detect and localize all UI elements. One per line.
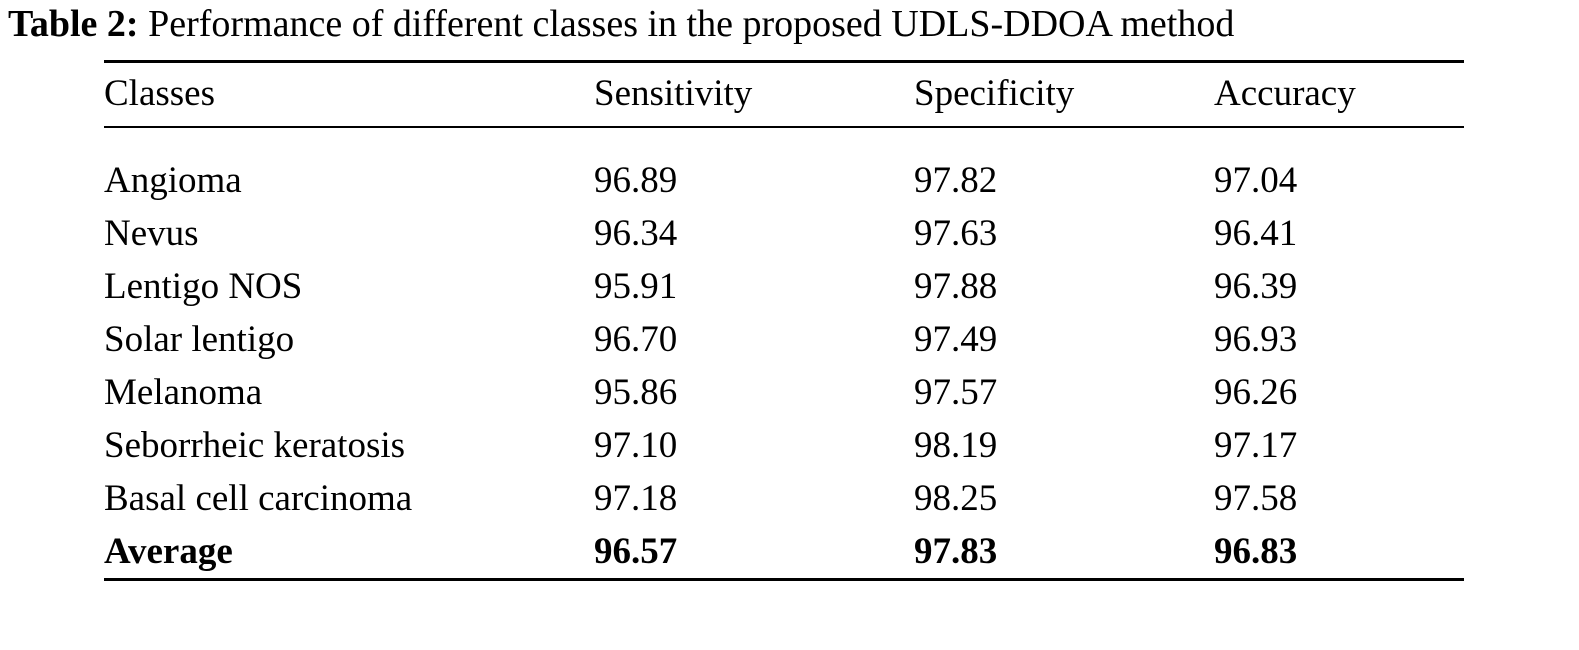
cell-class: Angioma: [104, 160, 242, 201]
table-caption: [8, 0, 1573, 48]
cell-accuracy: 97.04: [1214, 160, 1298, 201]
table-row: [104, 313, 1464, 366]
cell-specificity: 97.82: [914, 160, 998, 201]
cell-class: Melanoma: [104, 372, 263, 413]
cell-class: Seborrheic keratosis: [104, 425, 406, 466]
cell-accuracy: 97.58: [1214, 478, 1298, 519]
column-header-specificity: Specificity: [914, 73, 1075, 114]
cell-class: Average: [104, 531, 233, 572]
header-spacer: [104, 127, 1464, 154]
cell-specificity: 97.83: [914, 531, 998, 572]
column-header-sensitivity: Sensitivity: [594, 73, 753, 114]
cell-accuracy: 96.93: [1214, 319, 1298, 360]
cell-sensitivity: 96.34: [594, 213, 678, 254]
cell-sensitivity: 95.86: [594, 372, 678, 413]
table-row: [104, 419, 1464, 472]
cell-sensitivity: 96.70: [594, 319, 678, 360]
table-row-average: [104, 525, 1464, 580]
cell-specificity: 98.25: [914, 478, 998, 519]
table-row: [104, 260, 1464, 313]
cell-sensitivity: 95.91: [594, 266, 678, 307]
cell-specificity: 97.88: [914, 266, 998, 307]
column-header-classes: Classes: [104, 73, 215, 114]
table-row: [104, 207, 1464, 260]
performance-table: [104, 60, 1464, 581]
table-row: [104, 154, 1464, 207]
cell-specificity: 97.63: [914, 213, 998, 254]
column-header-accuracy: Accuracy: [1214, 73, 1356, 114]
cell-class: Solar lentigo: [104, 319, 295, 360]
cell-sensitivity: 97.18: [594, 478, 678, 519]
cell-sensitivity: 96.57: [594, 531, 678, 572]
cell-accuracy: 96.83: [1214, 531, 1298, 572]
cell-accuracy: 96.41: [1214, 213, 1298, 254]
table-row: [104, 366, 1464, 419]
cell-accuracy: 96.39: [1214, 266, 1298, 307]
table-header: [104, 62, 1464, 128]
table-header-row: [104, 62, 1464, 128]
cell-specificity: 97.49: [914, 319, 998, 360]
cell-specificity: 98.19: [914, 425, 998, 466]
table-row: [104, 472, 1464, 525]
cell-accuracy: 96.26: [1214, 372, 1298, 413]
cell-accuracy: 97.17: [1214, 425, 1298, 466]
cell-class: Nevus: [104, 213, 199, 254]
caption-text: Performance of different classes in the proposed UDLS-DDOA method: [148, 3, 1235, 45]
cell-sensitivity: 96.89: [594, 160, 678, 201]
cell-specificity: 97.57: [914, 372, 998, 413]
cell-sensitivity: 97.10: [594, 425, 678, 466]
table-body: [104, 127, 1464, 580]
table-container: [104, 60, 1464, 581]
cell-class: Basal cell carcinoma: [104, 478, 413, 519]
caption-label: Table 2:: [8, 3, 139, 45]
cell-class: Lentigo NOS: [104, 266, 303, 307]
